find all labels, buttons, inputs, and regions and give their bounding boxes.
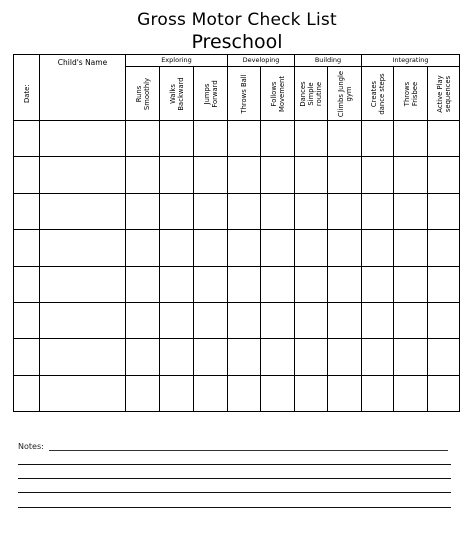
skill-label: Walks Backward	[168, 76, 185, 111]
check-cell[interactable]	[194, 193, 228, 229]
date-cell[interactable]	[14, 302, 40, 338]
check-cell[interactable]	[362, 157, 394, 193]
check-cell[interactable]	[295, 375, 328, 411]
notes-first-line[interactable]	[49, 450, 448, 451]
notes-line[interactable]	[18, 478, 451, 479]
group-building: Building	[295, 55, 362, 67]
skill-header	[160, 67, 194, 121]
check-cell[interactable]	[328, 157, 362, 193]
name-cell[interactable]	[40, 266, 126, 302]
check-cell[interactable]	[328, 302, 362, 338]
skill-header	[228, 67, 261, 121]
check-cell[interactable]	[228, 121, 261, 157]
check-cell[interactable]	[295, 302, 328, 338]
date-cell[interactable]	[14, 193, 40, 229]
checklist-body	[14, 121, 460, 412]
name-cell[interactable]	[40, 302, 126, 338]
check-cell[interactable]	[194, 302, 228, 338]
skill-header	[126, 67, 160, 121]
checklist-table	[13, 54, 460, 412]
check-cell[interactable]	[261, 193, 295, 229]
check-cell[interactable]	[295, 339, 328, 375]
date-cell[interactable]	[14, 121, 40, 157]
check-cell[interactable]	[228, 230, 261, 266]
check-cell[interactable]	[228, 157, 261, 193]
check-cell[interactable]	[328, 230, 362, 266]
check-cell[interactable]	[428, 193, 460, 229]
date-cell[interactable]	[14, 339, 40, 375]
check-cell[interactable]	[261, 230, 295, 266]
check-cell[interactable]	[261, 375, 295, 411]
check-cell[interactable]	[160, 302, 194, 338]
date-cell[interactable]	[14, 230, 40, 266]
check-cell[interactable]	[160, 266, 194, 302]
table-row	[14, 375, 460, 411]
skill-label: Creates dance steps	[369, 72, 386, 115]
check-cell[interactable]	[295, 230, 328, 266]
check-cell[interactable]	[261, 302, 295, 338]
check-cell[interactable]	[328, 121, 362, 157]
table-row	[14, 339, 460, 375]
table-row	[14, 302, 460, 338]
group-integrating: Integrating	[362, 55, 460, 67]
check-cell[interactable]	[362, 375, 394, 411]
name-cell[interactable]	[40, 121, 126, 157]
group-developing: Developing	[228, 55, 295, 67]
skill-label: Runs Smoothly	[134, 77, 151, 110]
check-cell[interactable]	[428, 266, 460, 302]
check-cell[interactable]	[362, 193, 394, 229]
check-cell[interactable]	[428, 121, 460, 157]
notes-label: Notes:	[18, 442, 44, 451]
check-cell[interactable]	[394, 230, 428, 266]
skill-header	[394, 67, 428, 121]
date-cell[interactable]	[14, 375, 40, 411]
check-cell[interactable]	[362, 302, 394, 338]
check-cell[interactable]	[328, 266, 362, 302]
skill-header	[362, 67, 394, 121]
check-cell[interactable]	[126, 375, 160, 411]
check-cell[interactable]	[126, 302, 160, 338]
notes-line[interactable]	[18, 464, 451, 465]
check-cell[interactable]	[428, 230, 460, 266]
check-cell[interactable]	[295, 266, 328, 302]
check-cell[interactable]	[126, 157, 160, 193]
page-title: Gross Motor Check List	[137, 10, 337, 30]
skill-header	[261, 67, 295, 121]
check-cell[interactable]	[428, 157, 460, 193]
check-cell[interactable]	[194, 375, 228, 411]
check-cell[interactable]	[194, 157, 228, 193]
check-cell[interactable]	[126, 339, 160, 375]
check-cell[interactable]	[328, 375, 362, 411]
check-cell[interactable]	[194, 121, 228, 157]
check-cell[interactable]	[394, 375, 428, 411]
date-cell[interactable]	[14, 157, 40, 193]
name-header	[40, 55, 126, 121]
name-cell[interactable]	[40, 157, 126, 193]
check-cell[interactable]	[126, 266, 160, 302]
skill-label: Throws Frisbee	[402, 81, 419, 106]
skill-header	[328, 67, 362, 121]
check-cell[interactable]	[228, 193, 261, 229]
name-cell[interactable]	[40, 375, 126, 411]
skill-label: Throws Ball	[240, 73, 248, 114]
check-cell[interactable]	[126, 193, 160, 229]
check-cell[interactable]	[160, 157, 194, 193]
skill-label: Active Play sequences	[435, 74, 452, 113]
check-cell[interactable]	[428, 339, 460, 375]
check-cell[interactable]	[328, 339, 362, 375]
check-cell[interactable]	[362, 230, 394, 266]
name-cell[interactable]	[40, 193, 126, 229]
table-row	[14, 230, 460, 266]
check-cell[interactable]	[160, 339, 194, 375]
check-cell[interactable]	[428, 302, 460, 338]
check-cell[interactable]	[394, 121, 428, 157]
skill-label: Dances Simple routine	[299, 80, 323, 107]
table-row	[14, 266, 460, 302]
notes-line[interactable]	[18, 507, 451, 508]
name-cell[interactable]	[40, 230, 126, 266]
table-row	[14, 121, 460, 157]
skill-header	[194, 67, 228, 121]
check-cell[interactable]	[362, 121, 394, 157]
name-cell[interactable]	[40, 339, 126, 375]
check-cell[interactable]	[160, 193, 194, 229]
table-row	[14, 157, 460, 193]
check-cell[interactable]	[194, 230, 228, 266]
skill-label: Jumps Forward	[202, 79, 219, 108]
group-header-row	[14, 55, 460, 67]
check-cell[interactable]	[362, 339, 394, 375]
check-cell[interactable]	[160, 230, 194, 266]
check-cell[interactable]	[228, 266, 261, 302]
check-cell[interactable]	[295, 121, 328, 157]
check-cell[interactable]	[228, 302, 261, 338]
check-cell[interactable]	[228, 339, 261, 375]
check-cell[interactable]	[228, 375, 261, 411]
check-cell[interactable]	[261, 121, 295, 157]
check-cell[interactable]	[261, 339, 295, 375]
date-cell[interactable]	[14, 266, 40, 302]
check-cell[interactable]	[295, 157, 328, 193]
childs-name-label: Child's Name	[57, 58, 108, 67]
group-exploring: Exploring	[126, 55, 228, 67]
check-cell[interactable]	[428, 375, 460, 411]
check-cell[interactable]	[394, 266, 428, 302]
check-cell[interactable]	[160, 121, 194, 157]
check-cell[interactable]	[194, 266, 228, 302]
date-header	[14, 55, 40, 121]
check-cell[interactable]	[261, 266, 295, 302]
page-subtitle: Preschool	[191, 31, 283, 53]
check-cell[interactable]	[394, 302, 428, 338]
check-cell[interactable]	[394, 193, 428, 229]
check-cell[interactable]	[394, 157, 428, 193]
check-cell[interactable]	[295, 193, 328, 229]
skill-header	[428, 67, 460, 121]
check-cell[interactable]	[261, 157, 295, 193]
check-cell[interactable]	[194, 339, 228, 375]
check-cell[interactable]	[328, 193, 362, 229]
check-cell[interactable]	[160, 375, 194, 411]
check-cell[interactable]	[394, 339, 428, 375]
check-cell[interactable]	[362, 266, 394, 302]
check-cell[interactable]	[126, 230, 160, 266]
date-label: Date:	[22, 84, 31, 103]
check-cell[interactable]	[126, 121, 160, 157]
skill-label: Climbs Jungle gym	[336, 70, 353, 117]
table-row	[14, 193, 460, 229]
skill-label: Follows Movement	[269, 75, 286, 112]
notes-line[interactable]	[18, 492, 451, 493]
skill-header	[295, 67, 328, 121]
